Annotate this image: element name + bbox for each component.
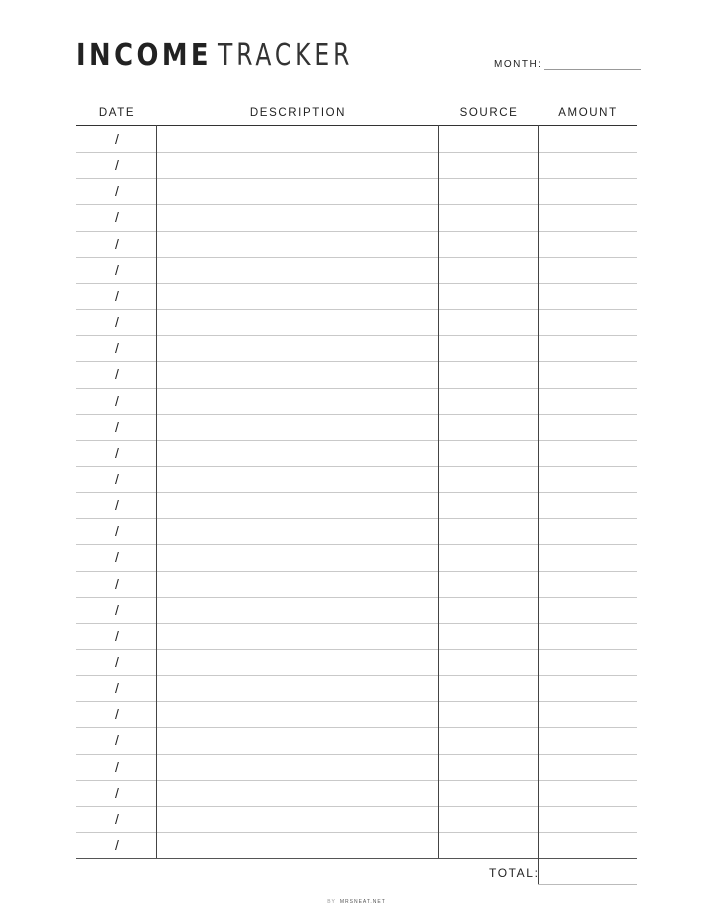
table-row-line: [76, 283, 637, 284]
table-row-line: [76, 204, 637, 205]
table-row-line: [76, 544, 637, 545]
date-slash: /: [115, 235, 119, 252]
table-header: [76, 107, 637, 125]
table-row-line: [76, 597, 637, 598]
date-slash: /: [115, 654, 119, 670]
footer-by: BY: [327, 899, 336, 905]
table-row-line: [76, 754, 637, 755]
footer-credit: [0, 899, 713, 905]
date-slash: /: [115, 392, 119, 409]
table-row-line: [76, 466, 637, 467]
table-row-line: [76, 257, 637, 258]
date-column-divider: [156, 125, 157, 858]
table-row-line: [76, 727, 637, 728]
table-row-line: [76, 335, 637, 336]
table-row-line: [76, 675, 637, 676]
date-slash: /: [115, 261, 119, 278]
table-row-line: [76, 806, 637, 807]
date-slash: /: [115, 287, 119, 304]
title-light-word: TRACKER: [218, 38, 354, 73]
table-row-line: [76, 361, 637, 362]
page-title: [76, 38, 392, 82]
date-slash: /: [115, 758, 119, 775]
date-slash: /: [115, 523, 119, 540]
table-row-line: [76, 231, 637, 232]
table-row-line: [76, 780, 637, 781]
date-slash: /: [115, 706, 119, 723]
table-row-line: [76, 309, 637, 310]
date-slash: /: [115, 732, 119, 749]
date-slash: /: [115, 497, 119, 514]
date-slash: /: [115, 314, 119, 331]
column-header-description: DESCRIPTION: [249, 107, 347, 119]
date-slash: /: [115, 784, 119, 801]
table-row-line: [76, 649, 637, 650]
total-label: TOTAL:: [489, 866, 540, 880]
table-row-line: [76, 388, 637, 389]
table-row-line: [76, 518, 637, 519]
date-slash: /: [115, 131, 119, 147]
column-header-amount: AMOUNT: [558, 107, 618, 119]
date-slash: /: [115, 549, 119, 566]
date-slash: /: [115, 601, 119, 618]
month-label: MONTH:: [494, 59, 543, 70]
table-row-line: [76, 152, 637, 153]
table-row-line: [76, 492, 637, 493]
date-slash: /: [115, 470, 119, 487]
date-slash: /: [115, 209, 119, 226]
table-row-line: [76, 623, 637, 624]
table-row-line: [76, 832, 637, 833]
date-slash: /: [115, 418, 119, 435]
date-slash: /: [115, 575, 119, 592]
date-slash: /: [115, 157, 119, 174]
column-header-date: DATE: [98, 107, 136, 119]
table-row-line: [76, 858, 637, 859]
total-input-line[interactable]: [538, 884, 637, 885]
column-header-source: SOURCE: [459, 107, 519, 119]
date-slash: /: [115, 183, 119, 200]
table-row-line: [76, 414, 637, 415]
title-bold-word: INCOME: [76, 38, 213, 73]
date-slash: /: [115, 837, 119, 854]
date-slash: /: [115, 444, 119, 461]
date-slash: /: [115, 810, 119, 827]
date-slash: /: [115, 340, 119, 357]
description-column-divider: [438, 125, 439, 858]
month-field[interactable]: [494, 57, 641, 70]
date-slash: /: [115, 366, 119, 383]
month-input-line[interactable]: [544, 57, 641, 70]
date-slash: /: [115, 680, 119, 697]
table-row-line: [76, 701, 637, 702]
table-row-line: [76, 178, 637, 179]
table-row-line: [76, 440, 637, 441]
table-row-line: [76, 571, 637, 572]
date-slash: /: [115, 627, 119, 644]
footer-site: MRSNEAT.NET: [339, 899, 386, 905]
header-rule: [76, 125, 637, 126]
source-column-divider: [538, 125, 539, 884]
